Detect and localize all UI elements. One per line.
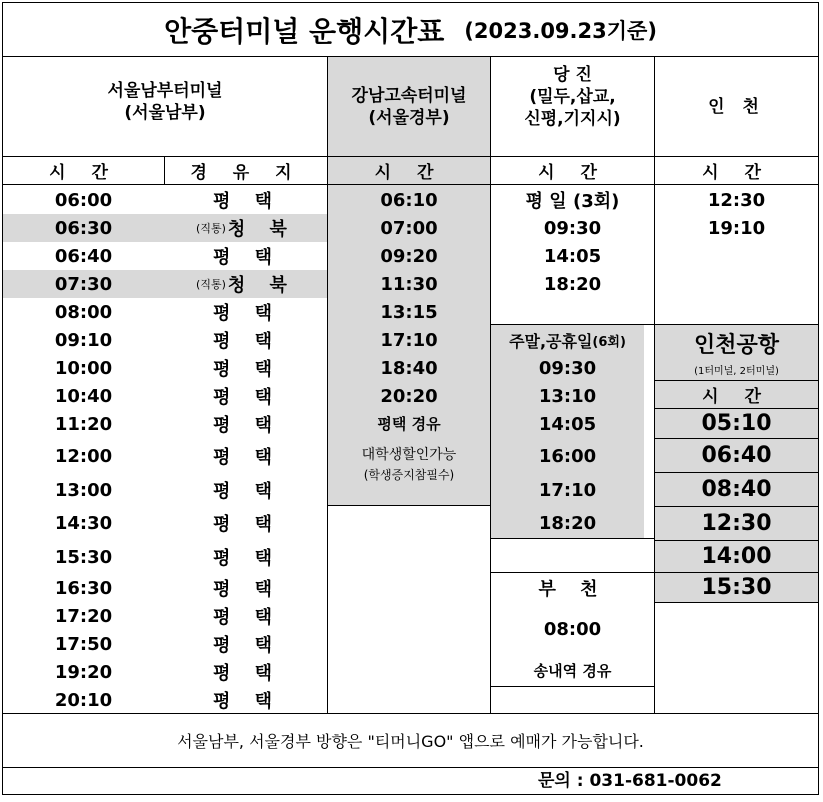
nambu-via (165, 242, 327, 270)
nambu-time: 17:20 (54, 605, 113, 627)
gangnam-note-via: 평택 경유 (377, 414, 441, 433)
nambu-col-time: 시 간 (49, 163, 118, 183)
nambu-via (165, 298, 327, 326)
nambu-via-name: 평 택 (212, 247, 282, 268)
dangjin-weekend-time: 14:05 (538, 413, 597, 435)
nambu-time: 13:00 (54, 479, 113, 501)
nambu-via (165, 382, 327, 410)
seoul-nambu-header-line1: 서울남부터미널 (107, 81, 223, 101)
gangnam-header-line2: (서울경부) (368, 107, 450, 128)
bucheon-label: 부 천 (538, 579, 607, 600)
nambu-via (165, 509, 327, 537)
gangnam-time: 13:15 (380, 301, 438, 323)
nambu-via-name: 청 북 (227, 275, 296, 296)
bucheon-top-line (491, 572, 655, 573)
nambu-via (165, 326, 327, 354)
nambu-via (165, 270, 327, 298)
nambu-via-name: 평 택 (212, 447, 282, 468)
incheon-col-time: 시 간 (702, 163, 771, 183)
dangjin-weekend-time: 13:10 (538, 385, 597, 407)
incheon-header-label: 인 천 (708, 96, 765, 117)
dangjin-weekend-end-line (491, 538, 655, 539)
gangnam-time: 20:20 (380, 385, 438, 407)
incheon-airport-label: 인천공항 (693, 332, 779, 358)
dangjin-weekend-time: 18:20 (538, 512, 597, 534)
bucheon-time: 08:00 (543, 618, 602, 640)
nambu-via (165, 410, 327, 438)
gangnam-header-line1: 강남고속터미널 (351, 85, 467, 106)
airport-time: 06:40 (701, 443, 772, 468)
title-date: (2023.09.23기준) (464, 19, 657, 43)
nambu-time: 15:30 (54, 546, 113, 568)
airport-time: 05:10 (701, 411, 772, 436)
airport-time: 15:30 (701, 575, 772, 600)
nambu-via (165, 543, 327, 571)
gangnam-time: 09:20 (380, 245, 438, 267)
dangjin-weekday-time: 18:20 (543, 273, 602, 295)
nambu-via-name: 평 택 (212, 415, 282, 436)
nambu-via (165, 602, 327, 630)
nambu-time: 06:40 (54, 245, 113, 267)
incheon-time: 12:30 (707, 189, 766, 211)
nambu-time: 20:10 (54, 689, 113, 711)
nambu-via (165, 354, 327, 382)
nambu-time: 06:00 (54, 189, 113, 211)
nambu-via-name: 평 택 (212, 303, 282, 324)
seoul-nambu-header (3, 57, 327, 147)
nambu-via-name: 평 택 (212, 607, 282, 628)
dangjin-weekend-time: 16:00 (538, 445, 597, 467)
airport-time: 14:00 (701, 544, 772, 569)
dangjin-weekday-time: 14:05 (543, 245, 602, 267)
nambu-via (165, 214, 327, 242)
dangjin-weekday-time: 09:30 (543, 217, 602, 239)
nambu-via-name: 평 택 (212, 481, 282, 502)
nambu-time: 14:30 (54, 512, 113, 534)
nambu-via-name: 평 택 (212, 514, 282, 535)
bucheon-end-line (491, 686, 655, 687)
dangjin-weekend-time: 09:30 (538, 357, 597, 379)
seoul-nambu-header-line2: (서울남부) (124, 103, 206, 123)
gangnam-time: 06:10 (380, 189, 438, 211)
dangjin-weekend-label (491, 326, 644, 354)
nambu-via-name: 평 택 (212, 691, 282, 712)
airport-end-line (655, 602, 819, 603)
nambu-via-prefix: (직통) (196, 222, 226, 235)
incheon-end-line (655, 324, 819, 325)
dangjin-header (491, 57, 654, 137)
nambu-via-name: 평 택 (212, 387, 282, 408)
nambu-via (165, 574, 327, 602)
airport-time: 08:40 (701, 477, 772, 502)
nambu-col-via: 경 유 지 (190, 163, 302, 183)
nambu-via-name: 평 택 (212, 663, 282, 684)
nambu-via-name: 평 택 (212, 331, 282, 352)
page-title: 안중터미널 운행시간표 (164, 15, 445, 48)
gangnam-time: 11:30 (380, 273, 438, 295)
nambu-via (165, 442, 327, 470)
nambu-via-name: 평 택 (212, 635, 282, 656)
dangjin-weekend-title: 주말,공휴일 (509, 331, 593, 351)
dangjin-header-line1: 당 진 (553, 65, 592, 85)
nambu-time: 10:00 (54, 357, 113, 379)
dangjin-col-time: 시 간 (538, 163, 607, 183)
nambu-time: 10:40 (54, 385, 113, 407)
incheon-header (655, 57, 818, 156)
dangjin-header-line2: (밀두,삽교, (529, 87, 616, 107)
gangnam-time: 17:10 (380, 329, 438, 351)
airport-time: 12:30 (701, 511, 772, 536)
dangjin-weekend-time: 17:10 (538, 479, 597, 501)
footer-note: 서울남부, 서울경부 방향은 "티머니GO" 앱으로 예매가 가능합니다. (177, 732, 644, 751)
nambu-time: 16:30 (54, 577, 113, 599)
nambu-via (165, 630, 327, 658)
dangjin-header-line3: 신평,기지시) (524, 109, 621, 129)
nambu-time: 07:30 (54, 273, 113, 295)
nambu-via-name: 평 택 (212, 548, 282, 569)
nambu-time: 19:20 (54, 661, 113, 683)
nambu-via (165, 186, 327, 214)
nambu-time: 12:00 (54, 445, 113, 467)
nambu-time: 17:50 (54, 633, 113, 655)
nambu-time: 11:20 (54, 413, 113, 435)
gangnam-time: 18:40 (380, 357, 438, 379)
nambu-via (165, 686, 327, 714)
nambu-via-name: 평 택 (212, 359, 282, 380)
gangnam-time: 07:00 (380, 217, 438, 239)
dangjin-weekday-end-line (491, 324, 655, 325)
dangjin-weekday-label: 평 일 (3회) (525, 191, 620, 212)
gangnam-header (328, 57, 490, 156)
nambu-via-name: 평 택 (212, 191, 282, 212)
incheon-time: 19:10 (707, 217, 766, 239)
nambu-time: 09:10 (54, 329, 113, 351)
gangnam-col-time: 시 간 (374, 163, 444, 183)
nambu-via (165, 476, 327, 504)
title-bar (3, 5, 818, 55)
nambu-via (165, 658, 327, 686)
colhead-divider (2, 184, 819, 185)
gangnam-note-discount: 대학생할인가능 (361, 447, 457, 463)
bucheon-note: 송내역 경유 (533, 661, 612, 680)
nambu-time: 08:00 (54, 301, 113, 323)
incheon-airport-sub: (1터미널, 2터미널) (694, 365, 779, 377)
inquiry-phone: 문의 : 031-681-0062 (538, 771, 722, 791)
dangjin-weekend-count: (6회) (592, 334, 626, 350)
airport-col-time: 시 간 (702, 387, 771, 407)
nambu-time: 06:30 (54, 217, 113, 239)
nambu-via-prefix: (직통) (196, 278, 226, 291)
nambu-via-name: 평 택 (212, 579, 282, 600)
nambu-via-name: 청 북 (227, 219, 296, 240)
footer-divider (2, 767, 819, 768)
gangnam-note-student-id: (학생증지참필수) (363, 467, 455, 482)
gangnam-end-line (328, 505, 490, 506)
